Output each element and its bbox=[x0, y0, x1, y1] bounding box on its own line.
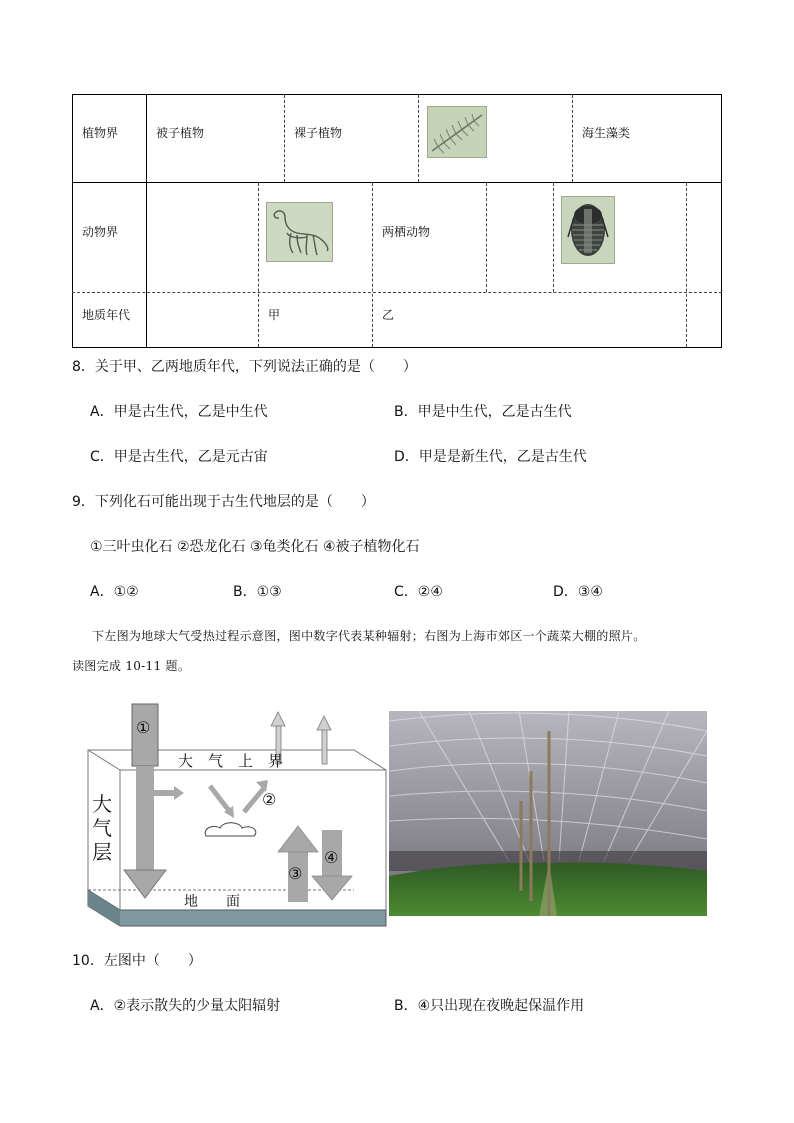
fern-fossil-image bbox=[427, 106, 487, 158]
passage-line-2: 读图完成 10-11 题。 bbox=[72, 659, 191, 673]
row-label-plant-kingdom: 植物界 bbox=[82, 126, 119, 140]
q9-option-a[interactable]: A．①② bbox=[90, 584, 139, 600]
q9-items: ①三叶虫化石 ②恐龙化石 ③龟类化石 ④被子植物化石 bbox=[90, 539, 420, 555]
greenhouse-graphic bbox=[389, 711, 707, 916]
trilobite-fossil-image bbox=[561, 196, 615, 264]
q9-option-d[interactable]: D．③④ bbox=[553, 584, 603, 600]
table-col-divider bbox=[486, 183, 487, 292]
cell-era-yi: 乙 bbox=[382, 308, 395, 322]
passage-line-1: 下左图为地球大气受热过程示意图，图中数字代表某种辐射；右图为上海市郊区一个蔬菜大棚的照片。 bbox=[92, 629, 646, 643]
table-col-divider bbox=[258, 183, 259, 347]
q8-option-d[interactable]: D．甲是是新生代，乙是古生代 bbox=[394, 449, 587, 465]
q9-stem: 9．下列化石可能出现于古生代地层的是（ ） bbox=[72, 494, 375, 510]
q10-option-b[interactable]: B．④只出现在夜晚起保温作用 bbox=[394, 998, 585, 1014]
radiation-label-2: ② bbox=[262, 790, 277, 809]
table-col-divider bbox=[572, 95, 573, 182]
q10-stem: 10．左图中（ ） bbox=[72, 953, 202, 969]
q8-option-a[interactable]: A．甲是古生代，乙是中生代 bbox=[90, 404, 268, 420]
cell-era-jia: 甲 bbox=[268, 308, 281, 322]
table-col-divider bbox=[418, 95, 419, 182]
q10-option-a[interactable]: A．②表示散失的少量太阳辐射 bbox=[90, 998, 281, 1014]
dinosaur-fossil-image bbox=[266, 202, 333, 262]
table-col-divider bbox=[553, 183, 554, 292]
radiation-label-4: ④ bbox=[324, 848, 339, 867]
q8-option-b[interactable]: B．甲是中生代，乙是古生代 bbox=[394, 404, 572, 420]
table-col-divider bbox=[686, 183, 687, 347]
q9-option-c[interactable]: C．②④ bbox=[394, 584, 443, 600]
row-label-animal-kingdom: 动物界 bbox=[82, 225, 119, 239]
row-label-geologic-era: 地质年代 bbox=[82, 308, 131, 322]
q9-option-b[interactable]: B．①③ bbox=[233, 584, 282, 600]
table-border-left bbox=[72, 94, 73, 348]
table-label-column-divider bbox=[146, 94, 147, 348]
reading-passage bbox=[72, 621, 722, 681]
cell-amphibians: 两栖动物 bbox=[382, 225, 431, 239]
radiation-label-3: ③ bbox=[288, 864, 303, 883]
table-col-divider bbox=[284, 95, 285, 182]
table-border-top bbox=[72, 94, 722, 95]
q8-option-c[interactable]: C．甲是古生代，乙是元古宙 bbox=[90, 449, 268, 465]
diagram-ground-label: 地 面 bbox=[184, 894, 240, 910]
side-label-char-3: 层 bbox=[92, 840, 112, 864]
side-label-char-2: 气 bbox=[92, 816, 112, 840]
table-col-divider bbox=[372, 183, 373, 347]
cell-marine-algae: 海生藻类 bbox=[582, 126, 631, 140]
radiation-label-1: ① bbox=[136, 718, 151, 737]
diagram-side-label bbox=[92, 792, 112, 864]
cell-angiosperms: 被子植物 bbox=[156, 126, 205, 140]
atmosphere-heating-diagram bbox=[84, 700, 390, 930]
side-label-char-1: 大 bbox=[92, 792, 112, 816]
greenhouse-photo bbox=[389, 711, 707, 916]
table-border-bottom bbox=[72, 347, 722, 348]
table-row-divider-1 bbox=[72, 182, 722, 183]
table-row-divider-2 bbox=[72, 292, 722, 293]
q8-stem: 8．关于甲、乙两地质年代，下列说法正确的是（ ） bbox=[72, 359, 417, 375]
table-border-right bbox=[721, 94, 722, 348]
cell-gymnosperms: 裸子植物 bbox=[294, 126, 343, 140]
diagram-top-label: 大 气 上 界 bbox=[178, 752, 284, 770]
